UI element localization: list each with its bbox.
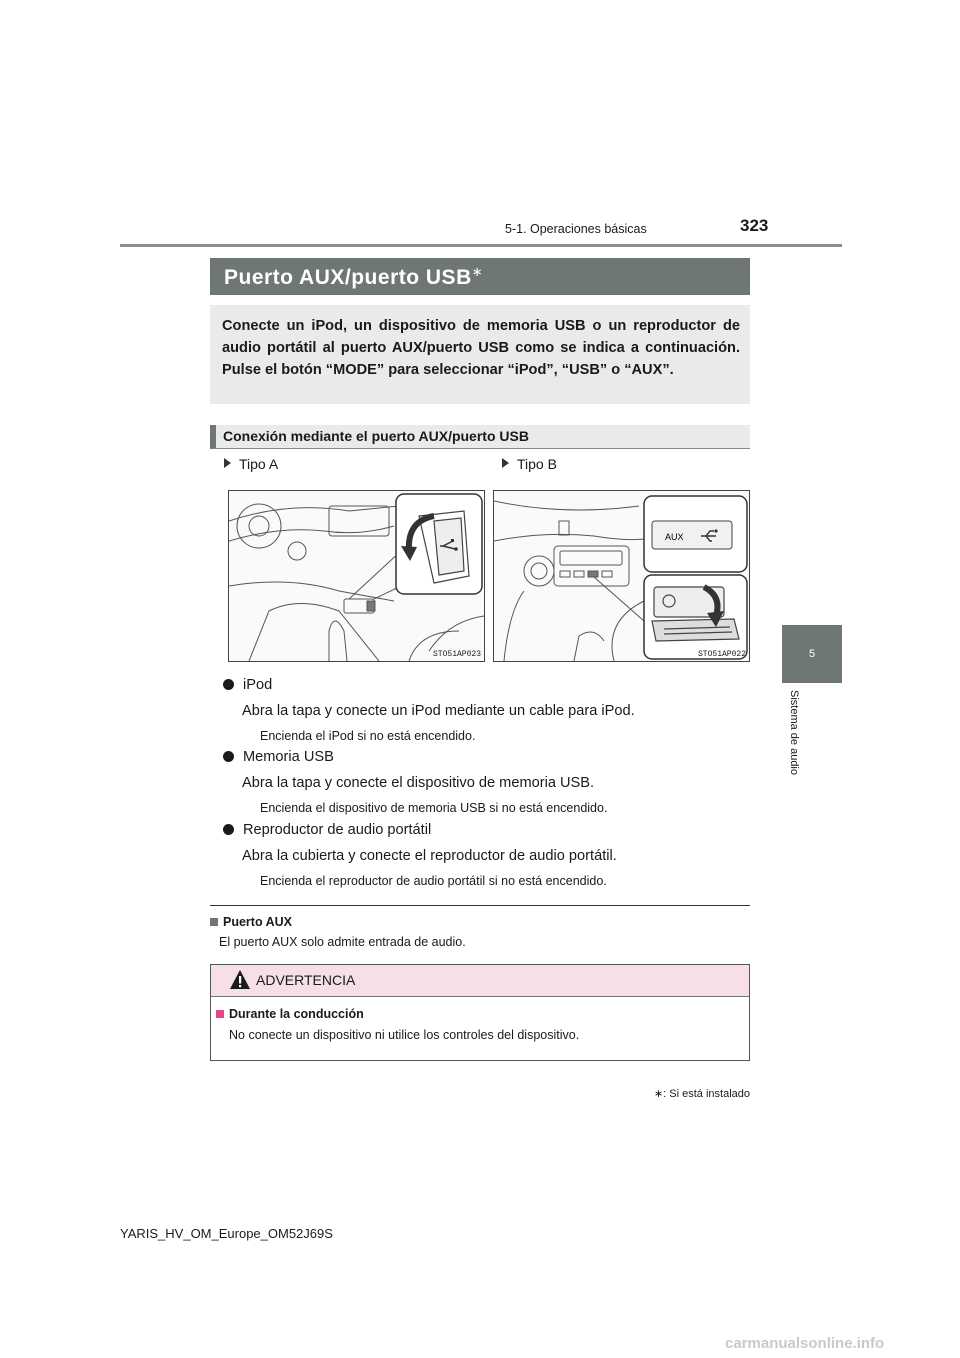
figure-b-label — [502, 456, 557, 472]
page-title — [210, 258, 750, 295]
title-marker: ∗ — [471, 264, 484, 279]
bullet-dot-icon — [223, 751, 234, 762]
note-title-text: Puerto AUX — [223, 915, 292, 929]
warning-body: No conecte un dispositivo ni utilice los controles del dispositivo. — [229, 1028, 580, 1042]
footnote — [600, 1087, 750, 1100]
aux-panel-text: AUX — [665, 532, 684, 542]
bullet-usb-title — [223, 749, 334, 765]
square-bullet-icon — [210, 918, 218, 926]
page-title-text: Puerto AUX/puerto USB — [224, 266, 472, 289]
dashboard-a-drawing — [229, 491, 484, 661]
warning-box — [210, 964, 750, 1061]
bullet-usb-note: Encienda el dispositivo de memoria USB si no está encendido. — [260, 801, 608, 815]
document-code: YARIS_HV_OM_Europe_OM52J69S — [120, 1226, 333, 1241]
warning-title-text: Durante la conducción — [229, 1007, 364, 1021]
header-rule — [120, 244, 842, 247]
chapter-number: 5 — [808, 648, 816, 660]
bullet-dot-icon — [223, 679, 234, 690]
subsection-heading — [210, 425, 750, 449]
chapter-tab — [782, 625, 842, 683]
figure-b-label-text: Tipo B — [517, 456, 557, 472]
warning-heading: ADVERTENCIA — [256, 972, 356, 988]
bullet-player-note: Encienda el reproductor de audio portátil si no está encendido. — [260, 874, 607, 888]
bullet-player-title-text: Reproductor de audio portátil — [243, 822, 432, 838]
note-title — [210, 915, 292, 929]
intro-text: Conecte un iPod, un dispositivo de memoria USB o un reproductor de audio portátil al puerto AUX/puerto USB como se indica a continuación. Pulse el botón “MODE” para seleccionar “iPod”, “USB” o “AUX”. — [222, 318, 740, 378]
footnote-text: : Si está instalado — [663, 1088, 750, 1100]
bullet-usb-title-text: Memoria USB — [243, 749, 334, 765]
dashboard-b-drawing — [494, 491, 749, 661]
figure-a-label-text: Tipo A — [239, 456, 279, 472]
warning-title — [216, 1007, 364, 1021]
watermark: carmanualsonline.info — [725, 1335, 885, 1352]
bullet-dot-icon — [223, 824, 234, 835]
subsection-heading-text: Conexión mediante el puerto AUX/puerto USB — [223, 428, 529, 444]
chapter-label — [782, 690, 806, 820]
figure-b-code: STO51AP022 — [698, 650, 747, 659]
warning-header — [211, 965, 749, 997]
intro-panel — [210, 305, 750, 404]
chapter-label-text: Sistema de audio — [788, 690, 800, 775]
bullet-player-title — [223, 822, 431, 838]
note-body: El puerto AUX solo admite entrada de audio. — [219, 935, 466, 949]
triangle-icon — [502, 458, 509, 468]
separator-rule — [210, 905, 750, 906]
page-number: 323 — [740, 216, 769, 235]
warning-triangle-icon — [229, 969, 251, 990]
bullet-ipod-title — [223, 677, 272, 693]
figure-a-code: STO51AP023 — [433, 650, 482, 659]
footnote-marker: ∗ — [653, 1088, 664, 1100]
bullet-ipod-body: Abra la tapa y conecte un iPod mediante un cable para iPod. — [242, 703, 635, 719]
bullet-usb-body: Abra la tapa y conecte el dispositivo de memoria USB. — [242, 775, 595, 791]
section-reference: 5-1. Operaciones básicas — [505, 222, 647, 236]
triangle-icon — [224, 458, 231, 468]
figure-b-illustration — [493, 490, 750, 662]
bullet-player-body: Abra la cubierta y conecte el reproductor de audio portátil. — [242, 848, 617, 864]
bullet-ipod-note: Encienda el iPod si no está encendido. — [260, 729, 476, 743]
square-bullet-icon — [216, 1010, 224, 1018]
figure-a-label — [224, 456, 278, 472]
figure-a-illustration — [228, 490, 485, 662]
bullet-ipod-title-text: iPod — [243, 677, 273, 693]
